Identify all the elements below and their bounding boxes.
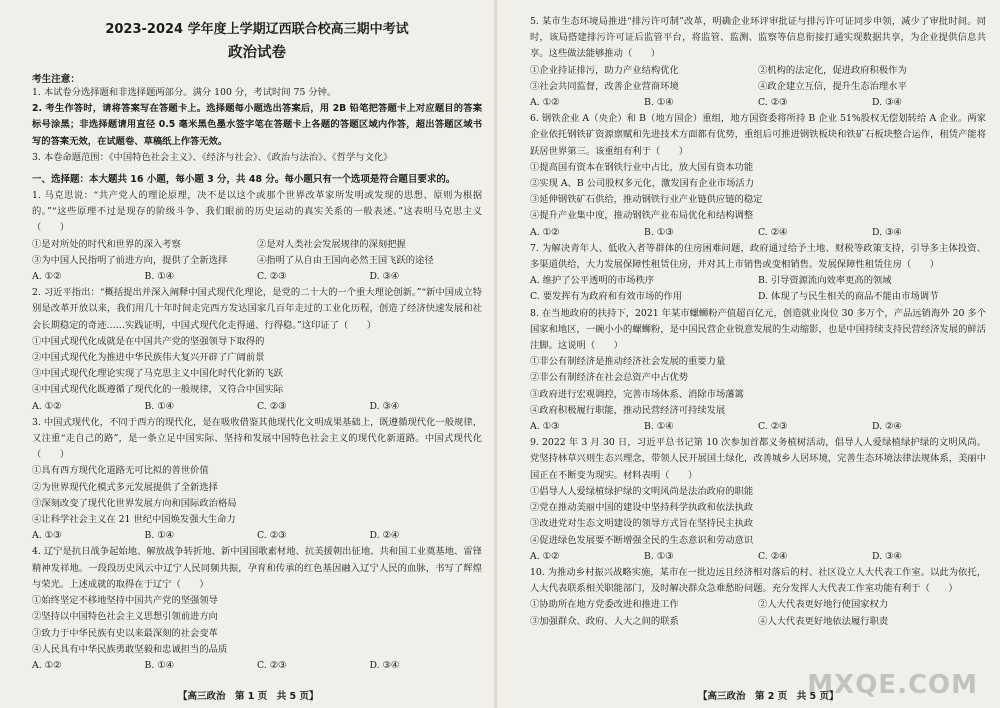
page-1-column (0, 0, 492, 708)
statement-3: ③社会共同监督，改善企业营商环境 (530, 80, 679, 92)
question-stem: 4. 辽宁是抗日战争起始地、解放战争转折地、新中国国歌素材地、抗美援朝出征地、共和国工业奠基地、雷锋精神发祥地。一段段历史风云中辽宁人民同频共振，孕育和传承的红色基因融入辽宁人民的血脉，书写了辉煌与荣光。上述成就的取得在于辽宁（ ） (32, 546, 482, 590)
option-d: D. ③④ (872, 550, 902, 562)
option-b: B. ①③ (644, 226, 674, 238)
statement-3: ③为中国人民指明了前进方向，提供了全新选择 (32, 254, 228, 266)
page-2-column (500, 0, 1000, 708)
statement-4: ④人民具有中华民族勇敢坚毅和忠诚担当的品质 (32, 643, 228, 655)
statement-3: ③政府进行宏观调控，完善市场体系、消除市场藩篱 (530, 388, 744, 400)
option-b: B. 引导资源流向效率更高的领域 (758, 275, 892, 287)
option-d: D. ③④ (369, 271, 400, 283)
section-title: 一、选择题：本大题共 16 小题，每小题 3 分，共 48 分。每小题只有一个选项是符合题目要求的。 (32, 174, 456, 186)
option-a: A. ①② (530, 226, 560, 238)
question-stem: 10. 为推动乡村振兴战略实施，某市在一批边远且经济相对落后的村、社区设立人大代表工作室。以此为依托，人大代表联系相关职能部门，及时解决群众急难愁盼问题。充分发挥人大代表工作室功能有利于（ ） (530, 566, 986, 595)
question-3 (32, 415, 482, 545)
statement-3: ③延伸钢铁矿石供给，推动钢铁行业产业链供应链的稳定 (530, 194, 763, 206)
question-stem: 7. 为解决青年人、低收入者等群体的住房困难问题，政府通过给予土地、财税等政策支持，引导多主体投资、多渠道供给，大力发展保障性租赁住房，并对其上市销售或变相销售。发展保障性租赁住房（ ） (530, 242, 986, 271)
option-c: C. ②③ (257, 271, 287, 283)
statement-4: ④政府积极履行职能，推动民营经济可持续发展 (530, 404, 726, 416)
statement-1: ①非公有制经济是推动经济社会发展的重要力量 (530, 356, 726, 368)
exam-title: 2023-2024 学年度上学期辽西联合校高三期中考试 (105, 22, 409, 37)
option-a: A. ①③ (32, 530, 62, 542)
option-a: A. ①② (32, 271, 62, 283)
notice-3: 3. 本卷命题范围：《中国特色社会主义》、《经济与社会》、《政治与法治》、《哲学与文化》 (32, 151, 393, 163)
statement-4: ④促进绿色发展要不断增强全民的生态意识和劳动意识 (530, 534, 754, 546)
option-d: D. ②④ (369, 530, 400, 542)
notice-1: 1. 本试卷分选择题和非选择题两部分。满分 100 分，考试时间 75 分钟。 (32, 87, 337, 98)
option-d: D. ③④ (872, 97, 902, 109)
question-stem: 9. 2022 年 3 月 30 日，习近平总书记第 10 次参加首都义务植树活动，倡导人人爱绿植绿护绿的文明风尚。党坚持林草兴则生态兴理念，带领人民开展国土绿化，改善城乡人居环境，完善生态环境法律法规体系，美丽中国正在不断变为现实。材料表明（ ） (530, 437, 986, 481)
statement-4: ④指明了从自由王国向必然王国飞跃的途径 (257, 254, 434, 266)
page-1-footer: 【高三政治 第 1 页 共 5 页】 (178, 691, 319, 702)
question-stem: 3. 中国式现代化，不同于西方的现代化，是在吸收借鉴其他现代化文明成果基础上，既遵循现代化一般规律，又注重“走自己的路”，是一条立足中国实际、坚持和发展中国特色社会主义的现代化新道路。中国式现代化（ ） (32, 416, 482, 461)
statement-1: ①具有西方现代化道路无可比拟的普世价值 (32, 465, 209, 477)
question-9 (530, 435, 986, 565)
option-b: B. ①④ (144, 659, 174, 671)
statement-4: ④政企建立互信，提升生态治理水平 (758, 80, 907, 92)
question-1 (32, 188, 482, 285)
option-c: C. ②③ (257, 400, 287, 412)
option-c: C. ②③ (758, 421, 788, 433)
statement-2: ②非公有制经济在社会总资产中占优势 (530, 372, 689, 384)
question-5 (530, 14, 986, 111)
option-b: B. ①④ (144, 271, 174, 283)
statement-2: ②为世界现代化模式多元发展提供了全新选择 (32, 481, 218, 493)
statement-2: ②人大代表更好地行使国家权力 (758, 599, 889, 611)
question-7 (530, 241, 986, 306)
option-d: D. ③④ (872, 226, 902, 238)
option-d: D. ③④ (369, 659, 400, 671)
question-stem: 2. 习近平指出：“概括提出并深入阐释中国式现代化理论，是党的二十大的一个重大理论创新。”“新中国成立特别是改革开放以来，我们用几十年时间走完西方发达国家几百年走过的工业化历程，创造了经济快速发展和社会长期稳定的奇迹……实践证明，中国式现代化走得通、行得稳。”这印证了（ ） (32, 287, 482, 331)
option-b: B. ①④ (644, 97, 674, 109)
option-c: C. ②④ (758, 550, 788, 562)
question-8 (530, 306, 986, 436)
option-b: B. ①④ (144, 400, 174, 412)
statement-2: ②实现 A、B 公司股权多元化，激发国有企业市场活力 (530, 178, 754, 190)
statement-3: ③深刻改变了现代化世界发展方向和国际政治格局 (32, 497, 237, 509)
question-6 (530, 111, 986, 241)
statement-3: ③改进党对生态文明建设的领导方式旨在坚持民主执政 (530, 518, 754, 530)
statement-4: ④让科学社会主义在 21 世纪中国焕发强大生命力 (32, 514, 236, 526)
statement-1: ①是对所处的时代和世界的深入考察 (32, 238, 181, 250)
page-fold (494, 0, 497, 708)
option-d: D. 体现了与民生相关的商品不能由市场调节 (758, 291, 939, 303)
statement-2: ②是对人类社会发展规律的深刻把握 (257, 238, 406, 250)
option-a: A. ①② (32, 400, 62, 412)
option-c: C. ②③ (257, 659, 287, 671)
exam-subtitle: 政治试卷 (228, 45, 286, 61)
option-c: C. 要发挥有为政府和有效市场的作用 (530, 291, 683, 303)
statement-1: ①中国式现代化成就是在中国共产党的坚强领导下取得的 (32, 335, 265, 347)
question-2 (32, 285, 482, 415)
statement-4: ④提升产业集中度，推动钢铁产业布局优化和结构调整 (530, 210, 754, 222)
question-4 (32, 544, 482, 674)
statement-4: ④中国式现代化既遵循了现代化的一般规律，又符合中国实际 (32, 384, 284, 396)
statement-3: ③加强群众、政府、人大之间的联系 (530, 615, 679, 627)
statement-1: ①企业持证排污，助力产业结构优化 (530, 64, 679, 76)
statement-2: ②机构的法定化，促进政府积极作为 (758, 64, 907, 76)
question-stem: 5. 某市生态环境局推进“排污许可制”改革，明确企业环评审批证与排污许可证同步申领，减少了审批时间。同时，该局搭建排污许可证后监管平台，将监管、监测、监察等信息衔接打通实现数据共享，为企业提供信息共享。这些做法能够推动（ ） (530, 16, 986, 60)
question-stem: 1. 马克思说：“共产党人的理论原理，决不是以这个或那个世界改革家所发明或发现的思想、原则为根据的。”“这些原理不过是现存的阶级斗争、我们眼前的历史运动的真实关系的一般表述。”这表明马克思主义（ ） (32, 190, 482, 234)
option-b: B. ①③ (644, 550, 674, 562)
statement-1: ①提高国有资本在钢铁行业中占比，放大国有资本功能 (530, 161, 754, 173)
option-c: C. ②③ (758, 97, 788, 109)
option-b: B. ①④ (644, 421, 674, 433)
option-a: A. ①② (530, 550, 560, 562)
option-a: A. ①② (530, 97, 560, 109)
option-c: C. ②③ (257, 530, 287, 542)
statement-2: ②坚持以中国特色社会主义思想引领前进方向 (32, 611, 218, 623)
statement-3: ③中国式现代化理论实现了马克思主义中国化时代化新的飞跃 (32, 368, 284, 380)
option-d: D. ②④ (872, 421, 902, 433)
option-d: D. ③④ (369, 400, 400, 412)
option-a: A. ①② (32, 659, 62, 671)
option-a: A. 维护了公平透明的市场秩序 (530, 275, 655, 287)
statement-1: ①始终坚定不移地坚持中国共产党的坚强领导 (32, 595, 218, 607)
watermark-logo: MXQE.COM (807, 670, 978, 700)
option-b: B. ①④ (144, 530, 174, 542)
question-stem: 8. 在当地政府的扶持下，2021 年某市螺蛳粉产值超百亿元，创造就业岗位 30 多万个，产品远销海外 20 多个国家和地区，一碗小小的螺蛳粉，是中国民营企业锐意发展的生动缩影，也是中国持续支持民营经济发展的鲜活注脚。这说明（ ） (530, 307, 986, 352)
option-c: C. ②④ (758, 226, 788, 238)
statement-1: ①协助所在地方党委改进和推进工作 (530, 599, 679, 611)
option-a: A. ①③ (530, 421, 560, 433)
question-stem: 6. 钢铁企业 A（央企）和 B（地方国企）重组，地方国资委将所持 B 企业 51%股权无偿划转给 A 企业。两家企业依托钢铁矿资源禀赋和先进技术方面都有优势，重组后可推进钢铁板块和铁矿石板块整合运作，租赁产能将跃居世界第三。该重组有利于（ ） (530, 113, 986, 157)
notice-heading: 考生注意： (32, 74, 80, 85)
notice-2: 2. 考生作答时，请将答案写在答题卡上。选择题每小题选出答案后，用 2B 铅笔把答题卡上对应题目的答案标号涂黑；非选择题请用直径 0.5 毫米黑色墨水签字笔在答题卡上各题的答题区域内作答，超出答题区域书写的答案无效，在试题卷、草稿纸上作答无效。 (32, 103, 482, 147)
statement-2: ②中国式现代化为推进中华民族伟大复兴开辟了广阔前景 (32, 352, 265, 364)
page-2-footer: 【高三政治 第 2 页 共 5 页】 (698, 691, 839, 702)
statement-1: ①倡导人人爱绿植绿护绿的文明风尚是法治政府的职能 (530, 485, 754, 497)
statement-4: ④人大代表更好地依法履行职责 (758, 615, 889, 627)
statement-3: ③致力于中华民族有史以来最深刻的社会变革 (32, 627, 218, 639)
question-10 (530, 565, 986, 630)
statement-2: ②党在推动美丽中国的建设中坚持科学执政和依法执政 (530, 502, 754, 514)
